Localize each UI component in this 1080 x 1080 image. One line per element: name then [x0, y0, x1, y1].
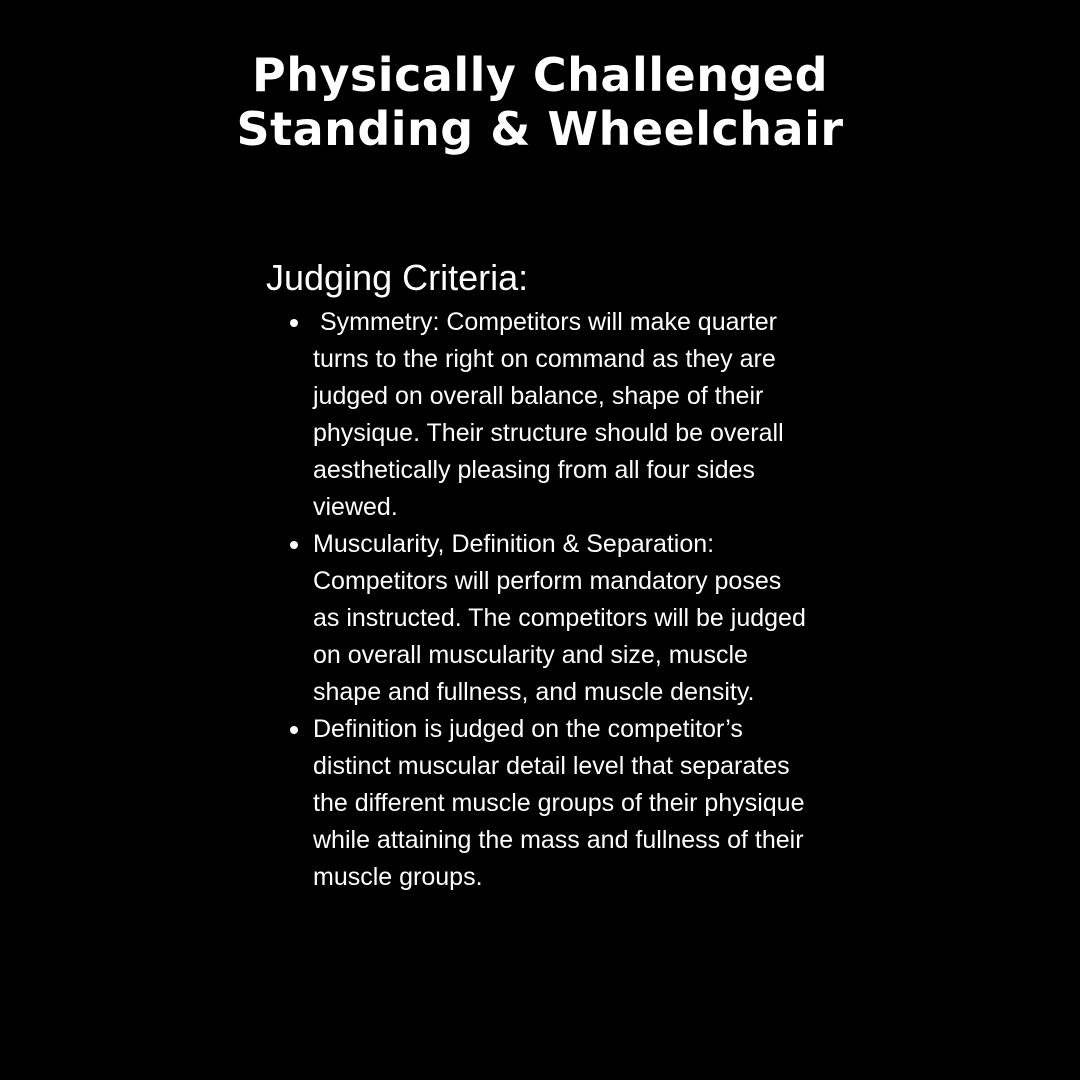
criteria-text: Definition is judged on the competitor’s distinct muscular detail level that separates the different muscle groups of their physique while attaining the mass and fullness of their muscle groups.	[313, 715, 805, 891]
criteria-item-muscularity	[266, 526, 813, 711]
bullet-icon	[290, 319, 298, 327]
criteria-text: Symmetry: Competitors will make quarter turns to the right on command as they are judged on overall balance, shape of their physique. Their structure should be overall aesthetically pleasing from all four sides viewed.	[313, 308, 791, 521]
criteria-item-symmetry	[266, 304, 813, 526]
title-line-1: Physically Challenged	[251, 48, 829, 102]
criteria-heading: Judging Criteria:	[266, 257, 529, 298]
bullet-icon	[290, 726, 298, 734]
criteria-list	[266, 304, 826, 896]
criteria-item-definition	[266, 711, 813, 896]
bullet-icon	[290, 541, 298, 549]
title-line-2: Standing & Wheelchair	[236, 102, 844, 156]
criteria-text: Muscularity, Definition & Separation: Competitors will perform mandatory poses as instructed. The competitors will be judged on overall muscularity and size, muscle shape and fullness, and muscle density.	[313, 530, 806, 706]
page-title	[0, 48, 1080, 156]
judging-criteria-section	[266, 256, 826, 896]
